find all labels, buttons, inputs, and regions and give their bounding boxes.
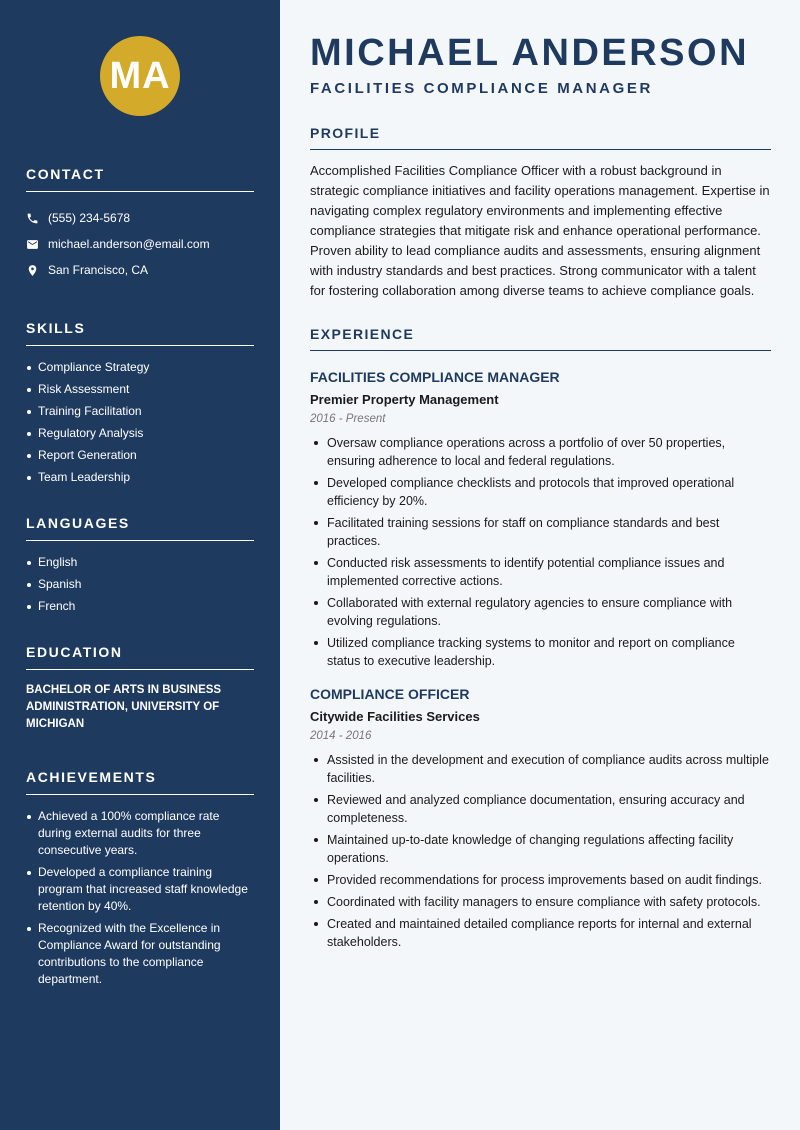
skill-item: Compliance Strategy — [26, 359, 254, 376]
job-bullet: Oversaw compliance operations across a portfolio of over 50 properties, ensuring adherence to local and federal regulations. — [310, 434, 771, 470]
language-item: English — [26, 554, 254, 571]
job-bullet: Conducted risk assessments to identify potential compliance issues and implemented corrective actions. — [310, 554, 771, 590]
contact-phone — [26, 205, 254, 231]
education-degree: BACHELOR OF ARTS IN BUSINESS ADMINISTRATION, UNIVERSITY OF MICHIGAN — [26, 684, 222, 730]
achievement-item: Developed a compliance training program that increased staff knowledge retention by 40%. — [26, 864, 254, 915]
skill-item: Team Leadership — [26, 469, 254, 486]
profile-text: Accomplished Facilities Compliance Officer with a robust background in strategic compliance initiatives and facility operations management. Expertise in navigating complex regulatory environments and implementing effective compliance strategies that mitigate risk and enhance operational performance. Proven ability to lead compliance audits and assessments, ensuring alignment with industry standards and best practices. Strong communicator with a talent for fostering collaboration among diverse teams to achieve compliance goals. — [310, 163, 770, 298]
job-title: COMPLIANCE OFFICER — [310, 686, 470, 702]
languages-section — [26, 515, 254, 615]
education-heading: EDUCATION — [26, 644, 254, 670]
contact-email — [26, 231, 254, 257]
job-bullet: Utilized compliance tracking systems to monitor and report on compliance status to executive leadership. — [310, 634, 771, 670]
job-dates: 2014 - 2016 — [310, 730, 372, 742]
achievements-section — [26, 769, 254, 988]
company-name: Citywide Facilities Services — [310, 709, 480, 724]
job-bullet: Collaborated with external regulatory agencies to ensure compliance with evolving regulations. — [310, 594, 771, 630]
sidebar — [0, 0, 280, 1130]
main-content — [280, 0, 800, 1130]
job-bullet: Developed compliance checklists and protocols that improved operational efficiency by 20%. — [310, 474, 771, 510]
job-title: FACILITIES COMPLIANCE MANAGER — [310, 369, 560, 385]
language-item: Spanish — [26, 576, 254, 593]
education-section — [26, 644, 254, 733]
job-entry — [310, 686, 771, 951]
skills-heading: SKILLS — [26, 320, 254, 346]
job-bullet: Reviewed and analyzed compliance documentation, ensuring accuracy and completeness. — [310, 791, 771, 827]
contact-section — [26, 166, 254, 283]
contact-heading: CONTACT — [26, 166, 254, 192]
job-bullet: Provided recommendations for process improvements based on audit findings. — [310, 871, 771, 889]
languages-heading: LANGUAGES — [26, 515, 254, 541]
job-title-header: FACILITIES COMPLIANCE MANAGER — [310, 80, 653, 97]
location-text: San Francisco, CA — [48, 263, 149, 277]
profile-section — [310, 125, 771, 301]
achievement-item: Recognized with the Excellence in Compliance Award for outstanding contributions to the compliance department. — [26, 920, 254, 988]
contact-location — [26, 257, 254, 283]
phone-text: (555) 234-5678 — [48, 211, 131, 225]
skill-item: Risk Assessment — [26, 381, 254, 398]
company-name: Premier Property Management — [310, 392, 499, 407]
skills-section — [26, 320, 254, 486]
achievement-item: Achieved a 100% compliance rate during external audits for three consecutive years. — [26, 808, 254, 859]
skill-item: Regulatory Analysis — [26, 425, 254, 442]
experience-section — [310, 326, 771, 951]
location-pin-icon — [26, 264, 39, 277]
job-bullet: Assisted in the development and execution of compliance audits across multiple facilities. — [310, 751, 771, 787]
job-bullet: Created and maintained detailed compliance reports for internal and external stakeholders. — [310, 915, 771, 951]
skill-item: Report Generation — [26, 447, 254, 464]
phone-icon — [26, 212, 39, 225]
job-bullet: Facilitated training sessions for staff on compliance standards and best practices. — [310, 514, 771, 550]
avatar: MA — [100, 36, 180, 116]
language-item: French — [26, 598, 254, 615]
job-dates: 2016 - Present — [310, 413, 386, 425]
profile-heading: PROFILE — [310, 125, 771, 150]
job-bullet: Coordinated with facility managers to ensure compliance with safety protocols. — [310, 893, 771, 911]
skill-item: Training Facilitation — [26, 403, 254, 420]
job-bullet: Maintained up-to-date knowledge of changing regulations affecting facility operations. — [310, 831, 771, 867]
job-entry — [310, 369, 771, 670]
email-icon — [26, 238, 39, 251]
email-text: michael.anderson@email.com — [48, 237, 210, 251]
candidate-name: MICHAEL ANDERSON — [310, 32, 750, 74]
achievements-heading: ACHIEVEMENTS — [26, 769, 254, 795]
experience-heading: EXPERIENCE — [310, 326, 771, 351]
